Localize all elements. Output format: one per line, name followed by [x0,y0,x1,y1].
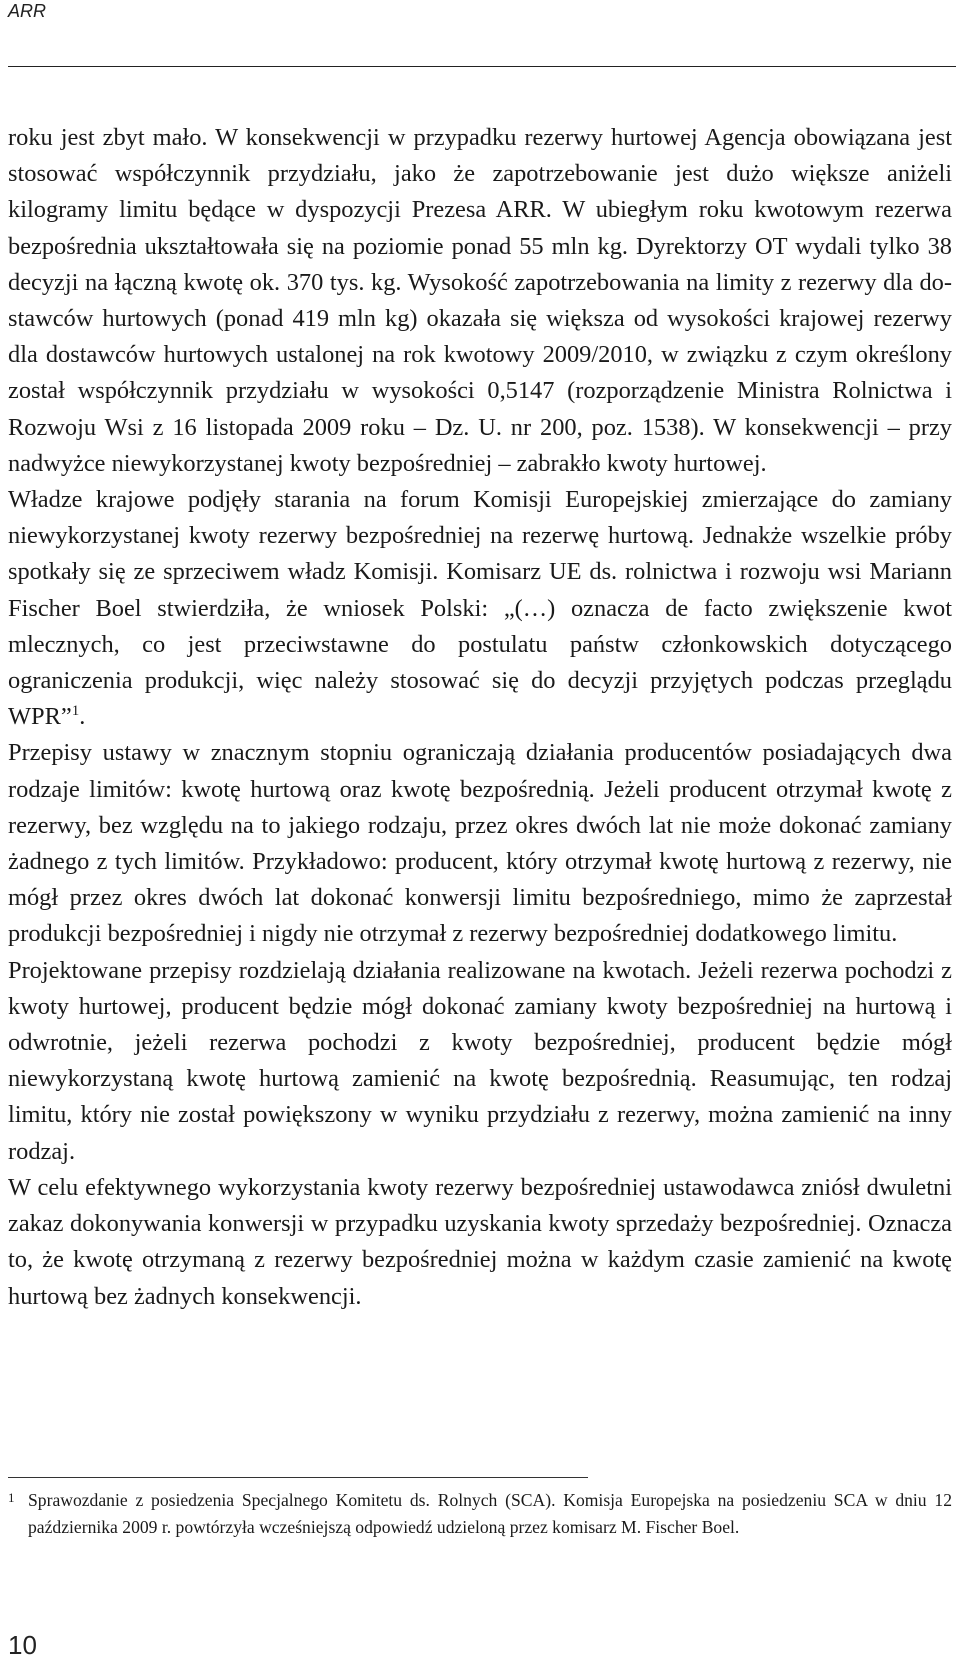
paragraph-1: roku jest zbyt mało. W konsekwencji w przypadku rezerwy hurtowej Agencja obowiązana jest stosować współczynnik przydziału, jako że zapotrzebowanie jest dużo większe aniżeli kilogramy limitu będące w dyspozycji Prezesa ARR. W ubiegłym roku kwotowym rezerwa bezpośrednia ukształtowała się na poziomie ponad 55 mln kg. Dyrektorzy OT wydali tylko 38 decyzji na łączną kwotę ok. 370 tys. kg. Wysokość zapotrzebowania na limity z rezerwy dla dostawców hurtowych (ponad 419 mln kg) okazała się większa od wysokości krajowej rezerwy dla dostawców hurtowych ustalonej na rok kwotowy 2009/2010, w związku z czym określony został współczynnik przydziału w wysokości 0,5147 (rozporządzenie Ministra Rolnictwa i Rozwoju Wsi z 16 listopada 2009 roku – Dz. U. nr 200, poz. 1538). W konsekwencji – przy nadwyżce niewykorzystanej kwoty bezpośredniej – zabrakło kwoty hurtowej. [8,124,952,477]
running-header: ARR [8,1,47,21]
paragraph-2-end: . [79,703,86,731]
paragraph-3: Przepisy ustawy w znacznym stopniu ograniczają działania producentów posiadających dwa rodzaje limitów: kwotę hurtową oraz kwotę bezpośrednią. Jeżeli producent otrzymał kwotę z rezerwy, bez względu na to jakiego rodzaju, przez okres dwóch lat nie może dokonać zamiany żadnego z tych limitów. Przykładowo: producent, który otrzymał kwotę hurtową z rezerwy, nie mógł przez okres dwóch lat dokonać konwersji limitu bezpośredniego, mimo że zaprzestał produkcji bezpośredniej i nigdy nie otrzymał z rezerwy bezpośredniej dodatkowego limitu. [8,739,952,948]
paragraph-5: W celu efektywnego wykorzystania kwoty rezerwy bezpośredniej ustawodawca zniósł dwuletni zakaz dokonywania konwersji w przypadku uzyskania kwoty sprzedaży bezpośredniej. Oznacza to, że kwotę otrzymaną z rezerwy bezpośredniej można w każdym czasie zamienić na kwotę hurtową bez żadnych konsekwencji. [8,1173,952,1310]
paragraph-2-text: Władze krajowe podjęły starania na forum Komisji Europejskiej zmierzające do zamiany niewykorzystanej kwoty rezerwy bezpośredniej na rezerwę hurtową. Jednakże wszelkie próby spotkały się ze sprzeciwem władz Komisji. Komisarz UE ds. rolnictwa i rozwoju wsi Mariann Fischer Boel stwierdziła, że wniosek Polski: „(…) oznacza de facto zwiększenie kwot mlecznych, co jest przeciwstawne do postulatu państw członkowskich dotyczącego ograniczenia produkcji, więc należy stosować się do decyzji przyjętych podczas przeglądu WPR” [8,486,952,731]
main-text [8,120,952,1315]
page-number: 10 [8,1630,37,1660]
footnote-marker: 1 [8,1490,15,1505]
footnote-reference[interactable]: 1 [71,703,80,720]
footnote-text: Sprawozdanie z posiedzenia Specjalnego Komitetu ds. Rolnych (SCA). Komisja Europejska na posiedzeniu SCA w dniu 12 października 2009 r. powtórzyła wcześniejszą odpowiedź udzieloną przez komisarz M. Fischer Boel. [28,1490,952,1537]
paragraph-4: Projektowane przepisy rozdzielają działania realizowane na kwotach. Jeżeli rezerwa pochodzi z kwoty hurtowej, producent będzie mógł dokonać zamiany kwoty bezpośredniej na hurtową i odwrotnie, jeżeli rezerwa pochodzi z kwoty bezpośredniej, producent będzie mógł niewykorzystaną kwotę hurtową zamienić na kwotę bezpośrednią. Reasumując, ten rodzaj limitu, który nie został powiększony w wyniku przydziału z rezerwy, można zamienić na inny rodzaj. [8,956,952,1165]
paragraph-2 [8,482,952,735]
footnote-divider [8,1477,588,1478]
footnote [8,1487,952,1541]
header-divider [8,66,956,67]
